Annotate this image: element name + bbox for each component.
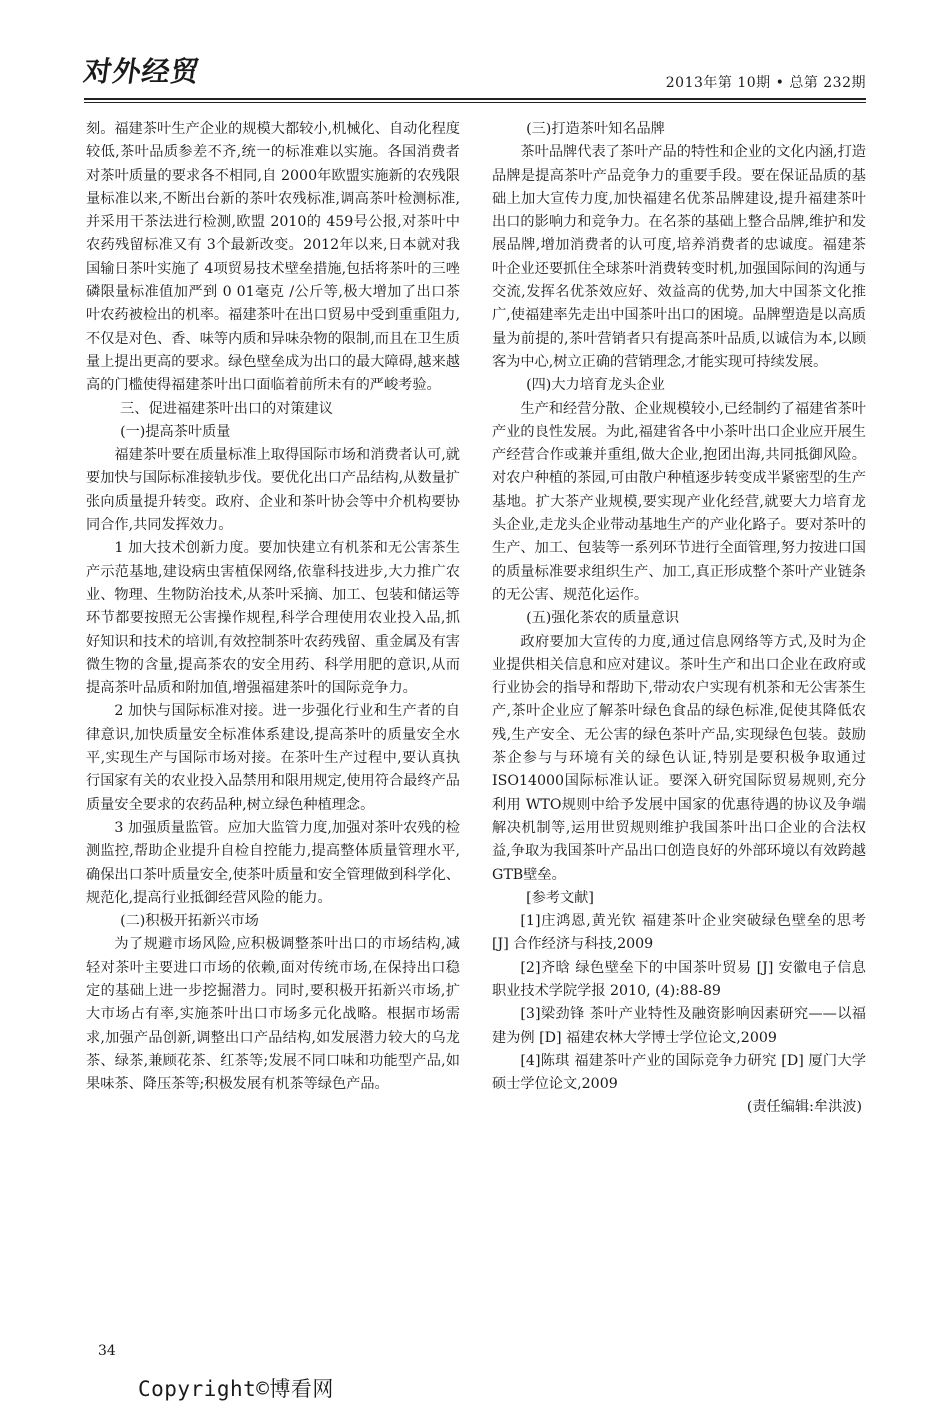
- right-column-paragraph: 茶叶品牌代表了茶叶产品的特性和企业的文化内涵,打造品牌是提高茶叶产品竞争力的重要手段。要在保证品质的基础上加大宣传力度,加快福建名优茶品牌建设,提升福建茶叶出口的影响力和竞争力。在名茶的基础上整合品牌,维护和发展品牌,增加消费者的认可度,培养消费者的忠诚度。福建茶叶企业还要抓住全球茶叶消费转变时机,加强国际间的沟通与交流,发挥名优茶效应好、效益高的优势,加大中国茶文化推广,使福建率先走出中国茶叶出口的困境。品牌塑造是以高质量为前提的,茶叶营销者只有提高茶叶品质,以诚信为本,以顾客为中心,树立正确的营销理念,才能实现可持续发展。: [492, 144, 866, 370]
- page-header: [81, 50, 866, 96]
- right-column-paragraph: (四)大力培育龙头企业: [526, 377, 665, 394]
- right-column-paragraph: [参考文献]: [526, 889, 594, 906]
- left-column-paragraph: 3 加强质量监管。应加大监管力度,加强对茶叶农残的检测监控,帮助企业提升自检自控能力,提高整体质量管理水平,确保出口茶叶质量安全,使茶叶质量和安全管理做到科学化、规范化,提高行业抵御经营风险的能力。: [86, 819, 460, 906]
- left-column-paragraph: 1 加大技术创新力度。要加快建立有机茶和无公害茶生产示范基地,建设病虫害植保网络,依靠科技进步,大力推广农业、物理、生物防治技术,从茶叶采摘、加工、包装和储运等环节都要按照无公害操作规程,科学合理使用农业投入品,抓好知识和技术的培训,有效控制茶叶农药残留、重金属及有害微生物的含量,提高茶农的安全用药、科学用肥的意识,从而提高茶叶品质和附加值,增强福建茶叶的国际竞争力。: [86, 540, 460, 697]
- right-column-paragraph: [2]齐晗 绿色壁垒下的中国茶叶贸易 [J] 安徽电子信息职业技术学院学报 2010, (4):88-89: [492, 959, 866, 999]
- page-number: 34: [98, 1343, 116, 1359]
- right-column-paragraph: [1]庄鸿恩,黄光钦 福建茶叶企业突破绿色壁垒的思考 [J] 合作经济与科技,2009: [492, 913, 866, 953]
- right-column-paragraph: (三)打造茶叶知名品牌: [526, 121, 665, 137]
- left-column-paragraph: 刻。福建茶叶生产企业的规模大都较小,机械化、自动化程度较低,茶叶品质参差不齐,统一的标准难以实施。各国消费者对茶叶质量的要求各不相同,自 2000年欧盟实施新的农残限量标准以来,不断出台新的茶叶农残标准,调高茶叶检测标准,并采用干茶法进行检测,欧盟 2010的 459号公报,对茶叶中农药残留标准又有 3个最新改变。2012年以来,日本就对我国输日茶叶实施了 4项贸易技术壁垒措施,包括将茶叶的三唑磷限量标准值加严到 0 01毫克 /公斤等,极大增加了出口茶叶农药被检出的机率。福建茶叶在出口贸易中受到重重阻力,不仅是对色、香、味等内质和异味杂物的限制,而且在卫生质量上提出更高的要求。绿色壁垒成为出口的最大障碍,越来越高的门槛使得福建茶叶出口面临着前所未有的严峻考验。: [86, 121, 460, 394]
- left-column-paragraph: (一)提高茶叶质量: [120, 423, 231, 440]
- right-column-paragraph: (五)强化茶农的质量意识: [526, 610, 680, 627]
- right-column-paragraph: [3]梁劲锋 茶叶产业特性及融资影响因素研究——以福建为例 [D] 福建农林大学博士学位论文,2009: [492, 1006, 866, 1046]
- left-column-paragraph: (二)积极开拓新兴市场: [120, 913, 259, 930]
- header-rule: [84, 98, 866, 100]
- right-column-paragraph: 政府要加大宣传的力度,通过信息网络等方式,及时为企业提供相关信息和应对建议。茶叶生产和出口企业在政府或行业协会的指导和帮助下,带动农户实现有机茶和无公害茶生产,茶叶企业应了解茶叶绿色食品的绿色标准,促使其降低农残,生产安全、无公害的绿色茶叶产品,实现绿色包装。鼓励茶企参与与环境有关的绿色认证,特别是要积极争取通过 ISO14000国际标准认证。要深入研究国际贸易规则,充分利用 WTO规则中给予发展中国家的优惠待遇的协议及争端解决机制等,运用世贸规则维护我国茶叶出口企业的合法权益,争取为我国茶叶产品出口创造良好的外部环境以有效跨越 GTB壁垒。: [492, 633, 866, 883]
- right-column-paragraph: [4]陈琪 福建茶叶产业的国际竞争力研究 [D] 厦门大学硕士学位论文,2009: [492, 1052, 866, 1093]
- left-column-paragraph: 2 加快与国际标准对接。进一步强化行业和生产者的自律意识,加快质量安全标准体系建设,提高茶叶的质量安全水平,实现生产与国际市场对接。在茶叶生产过程中,要认真执行国家有关的农业投入品禁用和限用规定,使用符合最终产品质量安全要求的农药品种,树立绿色种植理念。: [86, 703, 460, 813]
- left-column-paragraph: 福建茶叶要在质量标准上取得国际市场和消费者认可,就要加快与国际标准接轨步伐。要优化出口产品结构,从数量扩张向质量提升转变。政府、企业和茶叶协会等中介机构要协同合作,共同发挥效力。: [86, 447, 460, 534]
- left-column-paragraph: 为了规避市场风险,应积极调整茶叶出口的市场结构,减轻对茶叶主要进口市场的依赖,面对传统市场,在保持出口稳定的基础上进一步挖掘潜力。同时,要积极开拓新兴市场,扩大市场占有率,实施茶叶出口市场多元化战略。根据市场需求,加强产品创新,调整出口产品结构,如发展潜力较大的乌龙茶、绿茶,兼顾花茶、红茶等;发展不同口味和功能型产品,如果味茶、降压茶等;积极发展有机茶等绿色产品。: [86, 936, 460, 1093]
- right-column-paragraph: (责任编辑:牟洪波): [746, 1099, 862, 1116]
- journal-logo: 对外经贸: [81, 55, 203, 88]
- right-column-paragraph: 生产和经营分散、企业规模较小,已经制约了福建省茶叶产业的良性发展。为此,福建省各中小茶叶出口企业应开展生产经营合作或兼并重组,做大企业,抱团出海,共同抵御风险。对农户种植的茶园,可由散户种植逐步转变成半紧密型的生产基地。扩大茶产业规模,要实现产业化经营,就要大力培育龙头企业,走龙头企业带动基地生产的产业化路子。要对茶叶的生产、加工、包装等一系列环节进行全面管理,努力按进口国的质量标准要求组织生产、加工,真正形成整个茶叶产业链条的无公害、规范化运作。: [492, 400, 866, 603]
- left-column: [86, 118, 460, 1096]
- right-column: [492, 118, 866, 1120]
- issue-info: 2013年第 10期 • 总第 232期: [665, 75, 866, 91]
- left-column-paragraph: 三、促进福建茶叶出口的对策建议: [120, 400, 333, 417]
- copyright-watermark: Copyright©博看网: [138, 1377, 334, 1401]
- header-rule-thin: [84, 102, 866, 103]
